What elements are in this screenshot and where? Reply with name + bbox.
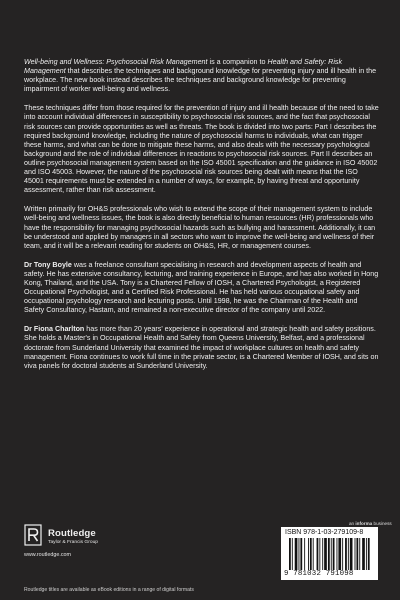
intro-paragraph: Well-being and Wellness: Psychosocial Risk Management is a companion to Health and Safety: Risk Management that describes the techniques and background knowledge for preventing injury and ill health in the workplace. The new book instead describes the techniques and background knowledge for preventing impairment of worker well-being and wellness. <box>24 58 377 94</box>
audience-paragraph: Written primarily for OH&S professionals who wish to extend the scope of their management system to include well-being and wellness issues, the book is also directly beneficial to human resources (HR) professionals who have the responsibility for managing psychosocial hazards such as bullying and harassment. Additionally, it can be understood and applied by managers in all sectors who want to improve the well-being and wellness of their team, and it will be a relevant reading for students on OH&S, HR, or management courses. <box>24 205 376 250</box>
blurb-text <box>24 58 379 381</box>
barcode-bar <box>289 538 291 570</box>
barcode-bar <box>355 538 356 570</box>
isbn-number: ISBN 978-1-03-279109-8 <box>285 529 364 536</box>
barcode-bar <box>313 538 314 570</box>
barcode-bar <box>300 538 302 570</box>
barcode-bar <box>345 538 347 570</box>
publisher-url[interactable]: www.routledge.com <box>24 552 72 558</box>
barcode-bar <box>292 538 293 570</box>
barcode-bar <box>304 538 305 570</box>
publisher-name: Routledge <box>48 528 96 539</box>
author-name: Dr Fiona Charlton <box>24 325 85 334</box>
barcode-bar <box>350 538 353 570</box>
isbn-barcode <box>281 527 378 580</box>
informa-business-mark: an informa business <box>349 521 392 526</box>
barcode-bar <box>319 538 320 570</box>
author-bio-boyle: Dr Tony Boyle was a freelance consultant specialising in research and development aspects of health and safety. He has extensive consultancy, lecturing, and training experience in Europe, and has also worked in Hong Kong, Thailand, and the USA. Tony is a Chartered Fellow of IOSH, a Chartered Psychologist, a Registered Occupational Psychologist, and a Certified Risk Professional. He has held various occupational safety and occupational psychology research and lecturing posts. Until 1998, he was the Chairman of the Health and Safety Consultancy, Hastam, and remained a non-executive director of the company until 2022. <box>24 260 379 315</box>
author-bio-charlton: Dr Fiona Charlton has more than 20 years' experience in operational and strategic health and safety positions. She holds a Master's in Occupational Health and Safety from Queens University, Belfast, and a professional doctorate from Sunderland University that examined the impact of workplace cultures on health and safety management. Fiona continues to work full time in the private sector, is a Chartered Member of IOSH, and sits on viva panels for doctoral students at Sunderland University. <box>24 325 379 370</box>
barcode-bar <box>337 538 338 570</box>
barcode-bar <box>342 538 343 570</box>
barcode-bar <box>368 538 370 570</box>
companion-title: Health and Safety: Risk Management <box>24 58 343 76</box>
barcode-bar <box>308 538 309 570</box>
barcode-bar <box>356 538 358 570</box>
barcode-bar <box>366 538 367 570</box>
barcode-bars <box>289 538 375 570</box>
barcode-digits: 9 781032 791098 <box>284 570 354 578</box>
barcode-bar <box>348 538 349 570</box>
content-paragraph: These techniques differ from those required for the prevention of injury and ill health because of the need to take into account individual differences in susceptibility to psychosocial risk sources, and the fact that psychosocial risk sources can provide opportunities as well as threats. The book is divided into two parts: Part I describes the required background knowledge, including the nature of psychosocial harms to individuals, what can trigger these harms, and what can be done to mitigate these harms, and also deals with the necessary psychological background and the role of individual differences in reactions to psychosocial risk sources. Part II describes an outline psychosocial management system based on the ISO 45001 specification and the guidance in ISO 45002 and ISO 45003. However, the nature of the psychosocial risk sources being dealt with means that the ISO 45001 requirements must be extended in a number of ways, for example, by having threat and opportunity assessment, rather than risk assessment. <box>24 104 379 195</box>
barcode-bar <box>295 538 298 570</box>
ebook-note: Routledge titles are available as eBook editions in a range of digital formats <box>24 587 194 593</box>
author-name: Dr Tony Boyle <box>24 260 72 269</box>
barcode-bar <box>317 538 319 570</box>
barcode-bar <box>331 538 332 570</box>
barcode-bar <box>359 538 360 570</box>
barcode-bar <box>310 538 312 570</box>
barcode-bar <box>299 538 300 570</box>
barcode-bar <box>328 538 330 570</box>
routledge-r-logo-icon <box>24 524 42 546</box>
publisher-group: Taylor & Francis Group <box>48 540 99 545</box>
barcode-bar <box>322 538 323 570</box>
barcode-bar <box>362 538 365 570</box>
publisher-block <box>24 522 144 562</box>
barcode-bar <box>338 538 341 570</box>
book-title: Well-being and Wellness: Psychosocial Risk Management <box>24 58 208 66</box>
barcode-bar <box>333 538 335 570</box>
barcode-bar <box>324 538 327 570</box>
